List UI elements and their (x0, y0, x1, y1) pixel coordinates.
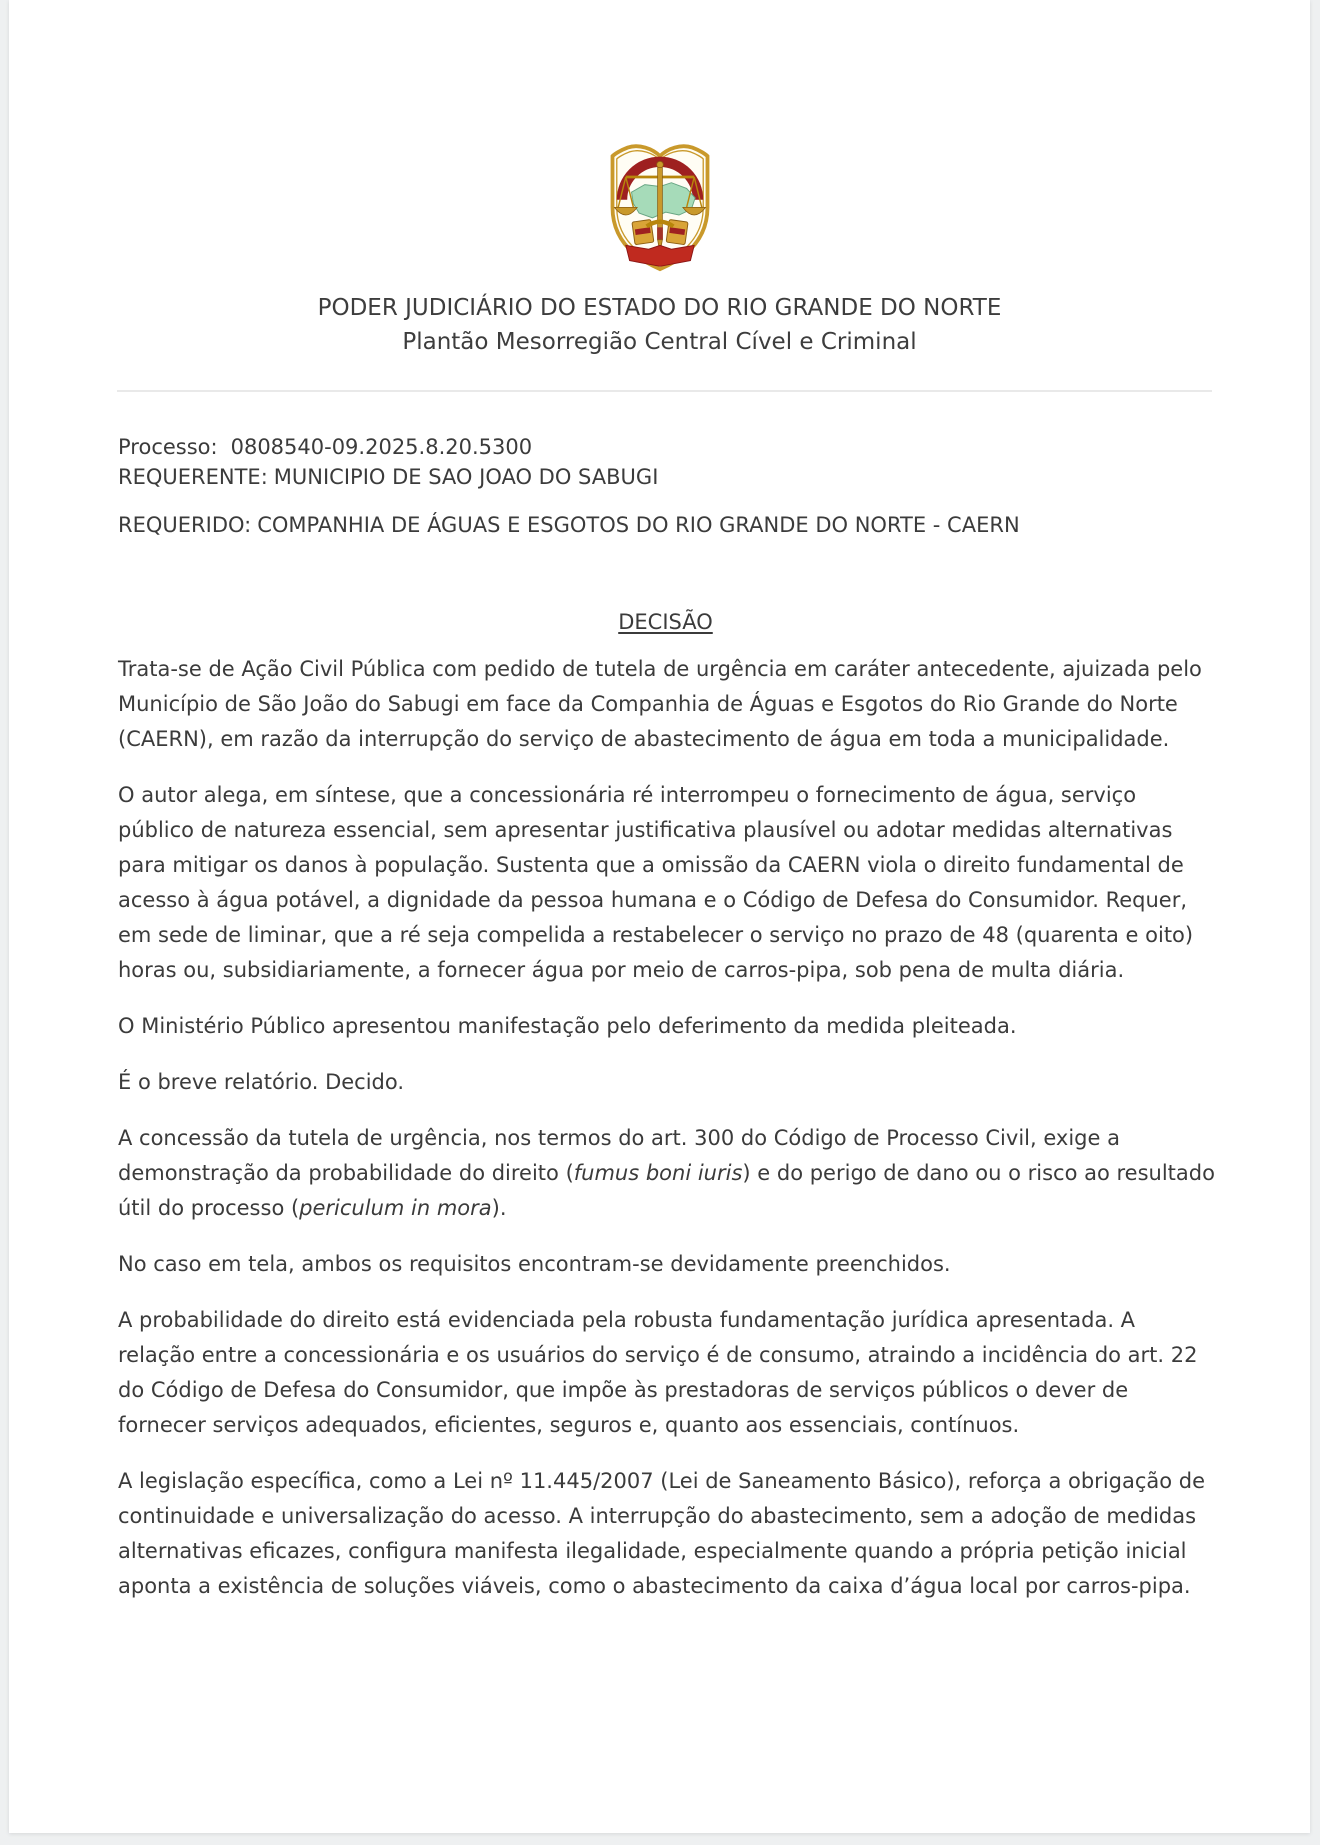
document-header (9, 291, 1310, 359)
plaintiff-label: REQUERENTE: (118, 465, 268, 489)
duty-region-subtitle: Plantão Mesorregião Central Cível e Criminal (402, 329, 917, 355)
case-number-value: 0808540-09.2025.8.20.5300 (230, 435, 533, 459)
decision-paragraph: A probabilidade do direito está evidenciada pela robusta fundamentação jurídica apresentada. A relação entre a concessionária e os usuários do serviço é de consumo, atraindo a incidência do art. 22 do Código de Defesa do Consumidor, que impõe às prestadoras de serviços públicos o dever de fornecer serviços adequados, eficientes, seguros e, quanto aos essenciais, contínuos. (118, 1308, 1198, 1437)
decision-paragraph: O autor alega, em síntese, que a concessionária ré interrompeu o fornecimento de água, serviço público de natureza essencial, sem apresentar justificativa plausível ou adotar medidas alternativas para mitigar os danos à população. Sustenta que a omissão da CAERN viola o direito fundamental de acesso à água potável, a dignidade da pessoa humana e o Código de Defesa do Consumidor. Requer, em sede de liminar, que a ré seja compelida a restabelecer o serviço no prazo de 48 (quarenta e oito) horas ou, subsidiariamente, a fornecer água por meio de carros-pipa, sob pena de multa diária. (118, 783, 1194, 982)
court-name: PODER JUDICIÁRIO DO ESTADO DO RIO GRANDE DO NORTE (317, 295, 1002, 321)
decision-paragraph: No caso em tela, ambos os requisitos encontram-se devidamente preenchidos. (118, 1252, 951, 1276)
decision-body (118, 652, 1218, 1625)
decision-paragraph: Trata-se de Ação Civil Pública com pedido de tutela de urgência em caráter antecedente, ajuizada pelo Município de São João do Sabugi em face da Companhia de Águas e Esgotos do Rio Grande do Norte (CAERN), em razão da interrupção do serviço de abastecimento de água em toda a municipalidade. (118, 657, 1202, 751)
plaintiff-value: MUNICIPIO DE SAO JOAO DO SABUGI (273, 465, 659, 489)
decision-title-row (118, 607, 1213, 637)
decision-paragraph: É o breve relatório. Decido. (118, 1070, 405, 1094)
decision-paragraph: A legislação específica, como a Lei nº 11.445/2007 (Lei de Saneamento Básico), reforça a obrigação de continuidade e universalização do acesso. A interrupção do abastecimento, sem a adoção de medidas alternativas eficazes, configura manifesta ilegalidade, especialmente quando a própria petição inicial aponta a existência de soluções viáveis, como o abastecimento da caixa d’água local por carros-pipa. (118, 1469, 1206, 1598)
document-page (9, 0, 1310, 1833)
decision-paragraph: A concessão da tutela de urgência, nos termos do art. 300 do Código de Processo Civil, exige a demonstração da probabilidade do direito (fumus boni iuris) e do perigo de dano ou o risco ao resultado útil do processo (periculum in mora). (118, 1126, 1215, 1220)
decision-title: DECISÃO (618, 610, 713, 634)
defendant-line (118, 510, 1218, 540)
decision-paragraph: O Ministério Público apresentou manifestação pelo deferimento da medida pleiteada. (118, 1014, 1017, 1038)
crest-ribbon (626, 245, 694, 266)
case-number-label: Processo: (118, 435, 218, 459)
case-info (118, 432, 1218, 540)
defendant-label: REQUERIDO: (118, 513, 252, 537)
plaintiff-line (118, 462, 1218, 492)
defendant-value: COMPANHIA DE ÁGUAS E ESGOTOS DO RIO GRANDE DO NORTE - CAERN (257, 513, 1020, 537)
tjrn-coat-of-arms-icon (603, 139, 717, 272)
case-number-line (118, 432, 1218, 462)
header-divider (117, 390, 1212, 392)
